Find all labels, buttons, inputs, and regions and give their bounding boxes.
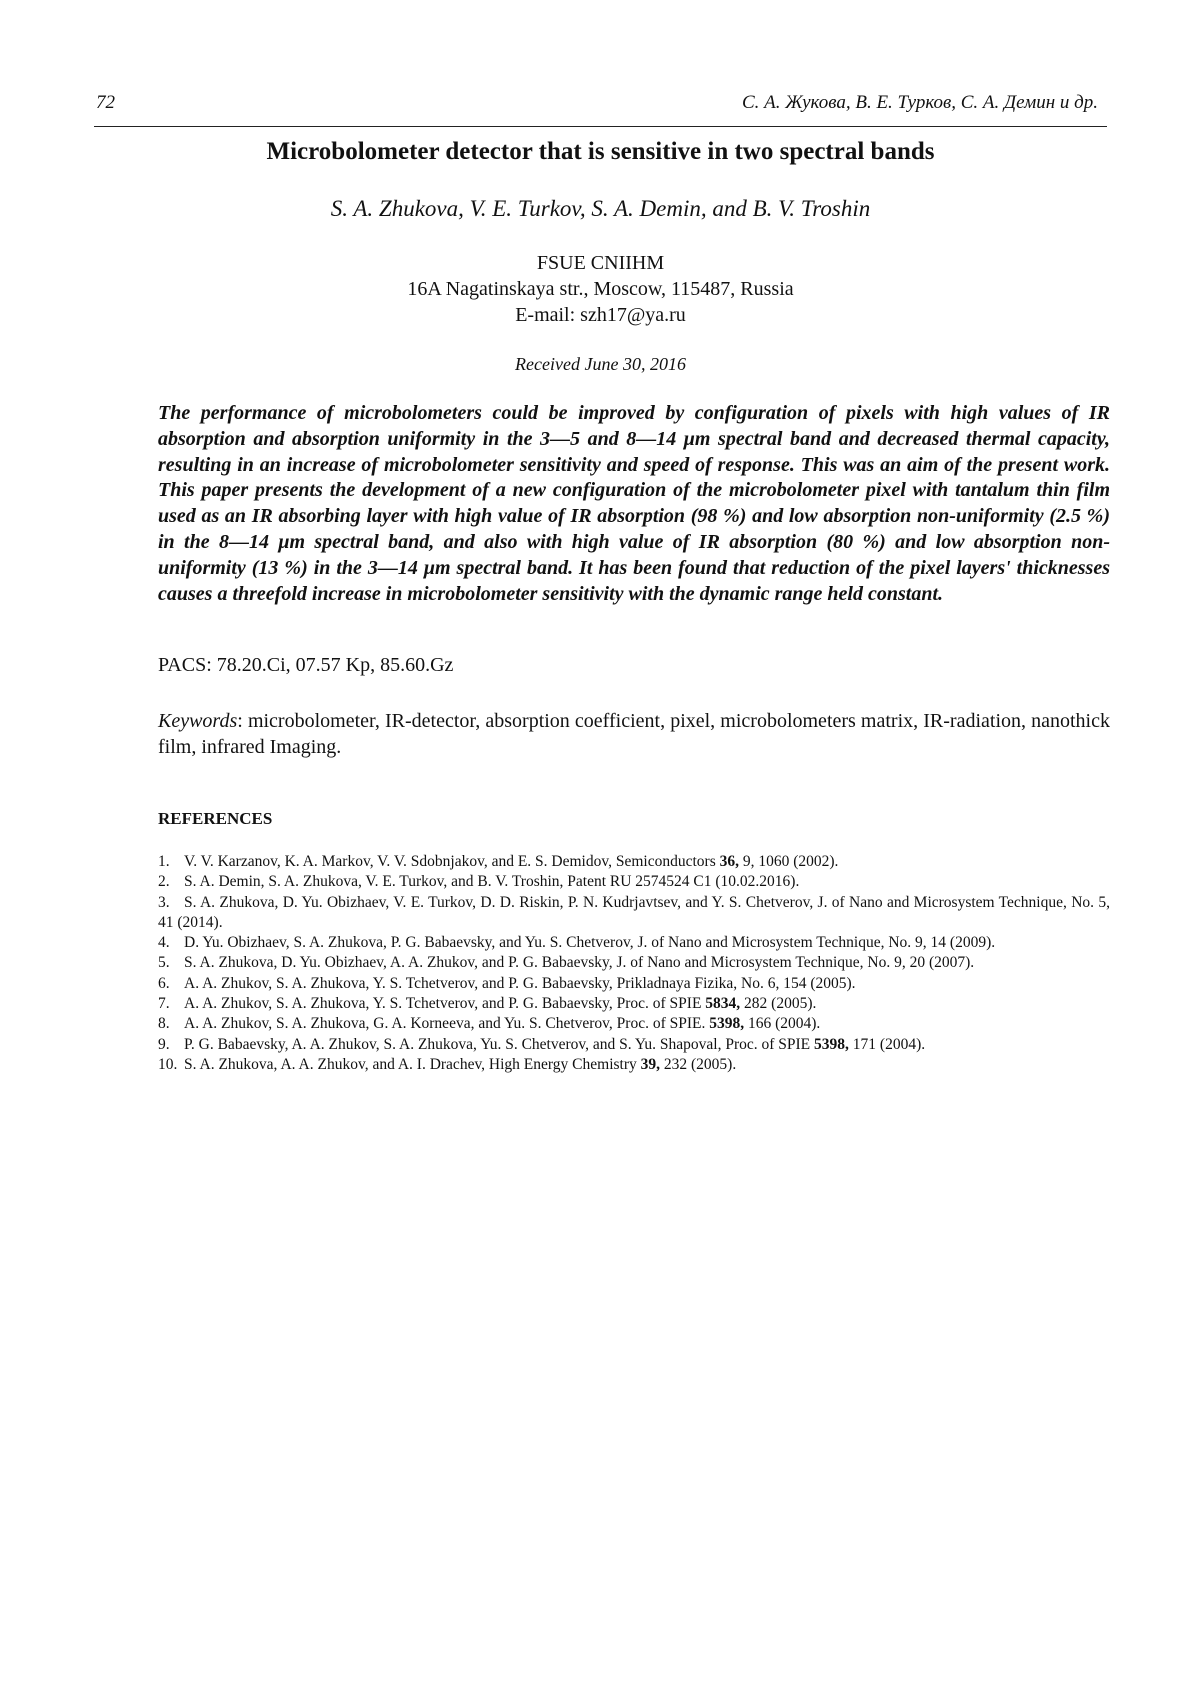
reference-text-tail: 9, 1060 (2002). — [738, 853, 839, 870]
reference-text-tail: 166 (2004). — [744, 1015, 821, 1033]
reference-number: 4. — [158, 934, 170, 952]
article-title: Microbolometer detector that is sensitive in two spectral bands — [266, 138, 935, 165]
affiliation-organization: FSUE CNIIHM — [536, 252, 665, 274]
abstract: The performance of microbolometers could be improved by configuration of pixels with high values of IR absorption and absorption uniformity in the 3—5 and 8—14 μm spectral band and decreased thermal capacity, resulting in an increase of microbolometer sensitivity and speed of response. This was an aim of the present work. This paper presents the development of a new configuration of the microbolometer pixel with tantalum thin film used as an IR absorbing layer with high value of IR absorption (98 %) and low absorption non-uniformity (2.5 %) in the 8—14 μm spectral band, and also with high value of IR absorption (80 %) and low absorption non-uniformity (13 %) in the 3—14 μm spectral band. It has been found that reduction of the pixel layers' thicknesses causes a threefold increase in microbolometer sensitivity with the dynamic range held constant. — [158, 402, 1110, 605]
affiliation-email: E-mail: szh17@ya.ru — [515, 304, 686, 326]
reference-item — [158, 974, 1110, 994]
article-authors: S. A. Zhukova, V. E. Turkov, S. A. Demin, and B. V. Troshin — [330, 196, 871, 221]
reference-number: 8. — [158, 1015, 170, 1033]
reference-text: V. V. Karzanov, K. A. Markov, V. V. Sdobnjakov, and E. S. Demidov, Semiconductors — [184, 853, 720, 870]
running-authors: С. А. Жукова, В. Е. Турков, С. А. Демин и др. — [742, 92, 1098, 113]
reference-number: 1. — [158, 853, 170, 870]
received-date: Received June 30, 2016 — [515, 354, 686, 374]
reference-text: A. A. Zhukov, S. A. Zhukova, Y. S. Tchetverov, and P. G. Babaevsky, Prikladnaya Fizika, No. 6, 154 (2005). — [184, 974, 856, 992]
reference-item — [158, 872, 1110, 892]
reference-item — [158, 852, 1110, 872]
reference-text: D. Yu. Obizhaev, S. A. Zhukova, P. G. Babaevsky, and Yu. S. Chetverov, J. of Nano and Microsystem Technique, No. 9, 14 (2009). — [184, 934, 996, 952]
reference-item — [158, 953, 1110, 973]
reference-item — [158, 933, 1110, 953]
reference-text: A. A. Zhukov, S. A. Zhukova, G. A. Korneeva, and Yu. S. Chetverov, Proc. of SPIE. — [184, 1015, 710, 1033]
references-list — [158, 852, 1110, 1075]
reference-text: S. A. Zhukova, A. A. Zhukov, and A. I. Drachev, High Energy Chemistry — [184, 1055, 641, 1073]
reference-volume: 5398, — [709, 1015, 745, 1033]
reference-number: 5. — [158, 954, 170, 972]
reference-text: P. G. Babaevsky, A. A. Zhukov, S. A. Zhukova, Yu. S. Chetverov, and S. Yu. Shapoval, Proc. of SPIE — [184, 1035, 815, 1053]
reference-volume: 5398, — [814, 1035, 849, 1053]
reference-item — [158, 1035, 1110, 1055]
affiliation-block — [94, 250, 1107, 328]
reference-number: 2. — [158, 873, 170, 891]
reference-volume: 39, — [640, 1055, 660, 1073]
reference-text: S. A. Demin, S. A. Zhukova, V. E. Turkov, and B. V. Troshin, Patent RU 2574524 C1 (10.02.2016). — [184, 873, 800, 891]
reference-item — [158, 893, 1110, 934]
pacs-codes: PACS: 78.20.Ci, 07.57 Kp, 85.60.Gz — [158, 654, 454, 676]
affiliation-address: 16A Nagatinskaya str., Moscow, 115487, Russia — [407, 278, 794, 300]
reference-number: 10. — [158, 1055, 178, 1073]
reference-text: S. A. Zhukova, D. Yu. Obizhaev, V. E. Turkov, D. D. Riskin, P. N. Kudrjavtsev, and Y. S. Chetverov, J. of Nano and Microsystem Technique, No. 5, 41 (2014). — [158, 893, 1110, 931]
reference-text: S. A. Zhukova, D. Yu. Obizhaev, A. A. Zhukov, and P. G. Babaevsky, J. of Nano and Microsystem Technique, No. 9, 20 (2007). — [184, 954, 975, 972]
reference-item — [158, 994, 1110, 1014]
keywords-text: : microbolometer, IR-detector, absorption coefficient, pixel, microbolometers matrix, IR-radiation, nanothick film, infrared Imaging. — [158, 710, 1110, 758]
reference-text: A. A. Zhukov, S. A. Zhukova, Y. S. Tchetverov, and P. G. Babaevsky, Proc. of SPIE — [184, 995, 706, 1013]
reference-volume: 5834, — [705, 995, 741, 1013]
reference-text-tail: 282 (2005). — [740, 995, 817, 1013]
reference-volume: 36, — [719, 853, 739, 870]
reference-number: 6. — [158, 974, 170, 992]
references-heading: REFERENCES — [158, 809, 273, 828]
reference-number: 3. — [158, 893, 170, 911]
reference-item — [158, 1055, 1110, 1075]
page-number: 72 — [96, 92, 115, 113]
keywords — [158, 708, 1110, 760]
reference-text-tail: 171 (2004). — [848, 1035, 926, 1053]
header-rule — [94, 126, 1107, 127]
reference-text-tail: 232 (2005). — [660, 1055, 737, 1073]
reference-number: 7. — [158, 995, 170, 1013]
reference-number: 9. — [158, 1035, 170, 1053]
running-header — [94, 92, 1104, 120]
reference-item — [158, 1014, 1110, 1034]
keywords-label: Keywords — [158, 710, 238, 732]
